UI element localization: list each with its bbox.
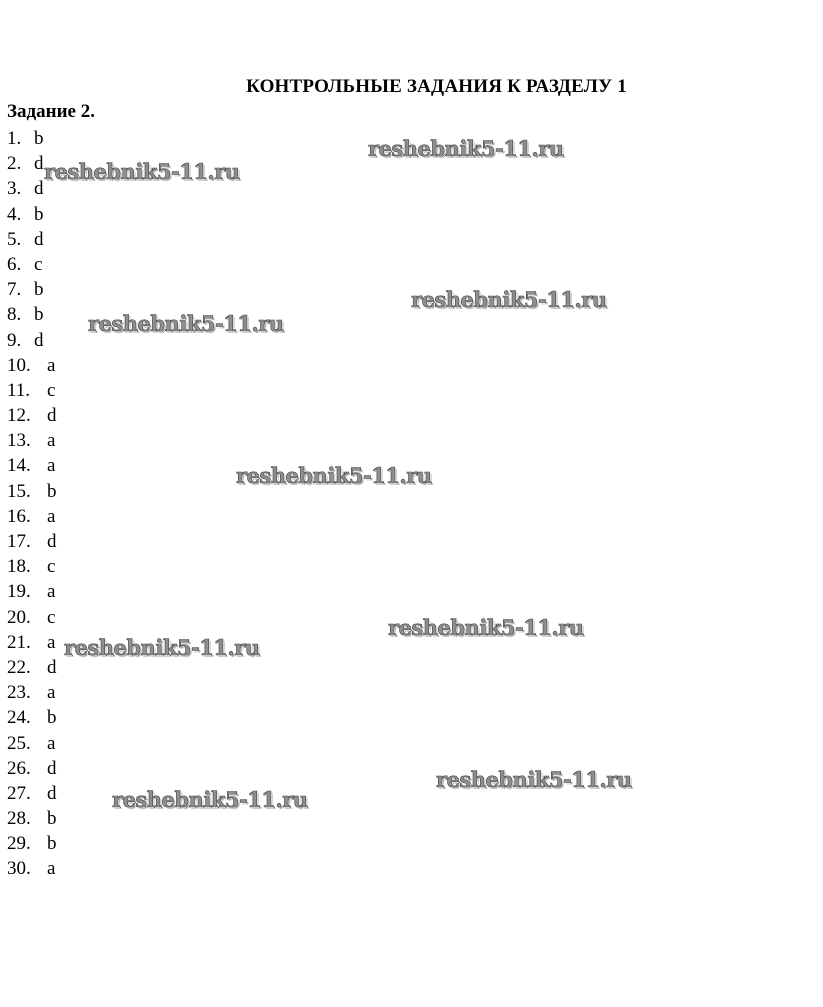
answer-number: 14. <box>7 455 31 477</box>
answer-number: 23. <box>7 682 31 704</box>
answer-item <box>7 529 57 554</box>
watermark: reshebnik5-11.ru <box>88 311 284 336</box>
watermark: reshebnik5-11.ru <box>236 463 432 488</box>
answer-value: a <box>47 354 56 376</box>
answer-value: b <box>34 304 44 326</box>
answer-item <box>7 328 57 353</box>
answer-item <box>7 579 57 604</box>
answer-number: 3. <box>7 178 22 200</box>
answer-value: d <box>47 405 57 427</box>
answer-number: 11. <box>7 379 31 401</box>
answer-value: a <box>47 455 56 477</box>
answer-item <box>7 781 57 806</box>
answer-item <box>7 378 57 403</box>
answer-value: d <box>47 782 57 804</box>
answer-number: 13. <box>7 430 31 452</box>
answer-value: a <box>47 682 56 704</box>
answer-value: b <box>34 203 44 225</box>
answer-item <box>7 630 57 655</box>
watermark: reshebnik5-11.ru <box>436 767 632 792</box>
answer-number: 9. <box>7 329 22 351</box>
answer-number: 19. <box>7 581 31 603</box>
watermark: reshebnik5-11.ru <box>64 635 260 660</box>
answer-value: b <box>34 128 44 149</box>
answer-item <box>7 453 57 478</box>
answer-value: b <box>47 480 57 502</box>
page-title: КОНТРОЛЬНЫЕ ЗАДАНИЯ К РАЗДЕЛУ 1 <box>246 76 627 97</box>
watermark: reshebnik5-11.ru <box>368 136 564 161</box>
answer-value: a <box>47 631 56 653</box>
answer-number: 24. <box>7 707 31 729</box>
answer-number: 4. <box>7 203 22 225</box>
watermark: reshebnik5-11.ru <box>112 787 308 812</box>
answer-number: 28. <box>7 808 31 830</box>
answer-number: 12. <box>7 405 31 427</box>
answer-value: b <box>47 707 57 729</box>
answer-value: d <box>34 153 44 175</box>
answer-number: 21. <box>7 631 31 653</box>
answer-value: d <box>34 178 44 200</box>
answer-value: d <box>47 531 57 552</box>
answer-item <box>7 655 57 680</box>
answer-item <box>7 731 57 756</box>
answer-item <box>7 756 57 781</box>
answer-value: d <box>47 656 57 678</box>
answer-item <box>7 353 57 378</box>
answer-number: 10. <box>7 354 31 376</box>
answer-number: 15. <box>7 480 31 502</box>
answer-value: c <box>34 253 43 275</box>
answer-item <box>7 806 57 831</box>
task-heading: Задание 2. <box>7 101 95 122</box>
watermark: reshebnik5-11.ru <box>44 159 240 184</box>
answer-value: c <box>47 606 56 628</box>
answer-value: d <box>34 329 44 351</box>
answer-number: 29. <box>7 833 31 855</box>
watermark: reshebnik5-11.ru <box>411 287 607 312</box>
answer-value: b <box>34 279 44 301</box>
answer-number: 8. <box>7 304 22 326</box>
answer-number: 25. <box>7 732 31 754</box>
answer-value: a <box>47 581 56 603</box>
answer-value: a <box>47 430 56 452</box>
answer-number: 18. <box>7 556 31 578</box>
answer-list <box>7 126 57 882</box>
answer-number: 5. <box>7 228 22 250</box>
answer-item <box>7 202 57 227</box>
answer-number: 26. <box>7 757 31 779</box>
answer-value: a <box>47 732 56 754</box>
answer-item <box>7 252 57 277</box>
answer-item <box>7 831 57 856</box>
answer-number: 27. <box>7 782 31 804</box>
answer-item <box>7 856 57 881</box>
answer-value: d <box>34 228 44 250</box>
answer-number: 7. <box>7 279 22 301</box>
answer-number: 16. <box>7 505 31 527</box>
answer-item <box>7 302 57 327</box>
answer-number: 6. <box>7 253 22 275</box>
answer-value: a <box>47 505 56 527</box>
watermark: reshebnik5-11.ru <box>388 615 584 640</box>
answer-number: 2. <box>7 153 22 175</box>
answer-item <box>7 504 57 529</box>
answer-value: d <box>47 757 57 779</box>
answer-number: 22. <box>7 656 31 678</box>
answer-item <box>7 428 57 453</box>
answer-item <box>7 705 57 730</box>
answer-item <box>7 554 57 579</box>
answer-item <box>7 605 57 630</box>
answer-number: 17. <box>7 531 31 552</box>
answer-value: b <box>47 808 57 830</box>
answer-item <box>7 126 57 151</box>
answer-item <box>7 680 57 705</box>
answer-item <box>7 479 57 504</box>
answer-number: 1. <box>7 128 22 149</box>
answer-item <box>7 277 57 302</box>
answer-value: b <box>47 833 57 855</box>
answer-item <box>7 227 57 252</box>
answer-value: a <box>47 858 56 880</box>
answer-value: c <box>47 556 56 578</box>
answer-value: c <box>47 379 56 401</box>
answer-item <box>7 403 57 428</box>
answer-number: 30. <box>7 858 31 880</box>
answer-number: 20. <box>7 606 31 628</box>
